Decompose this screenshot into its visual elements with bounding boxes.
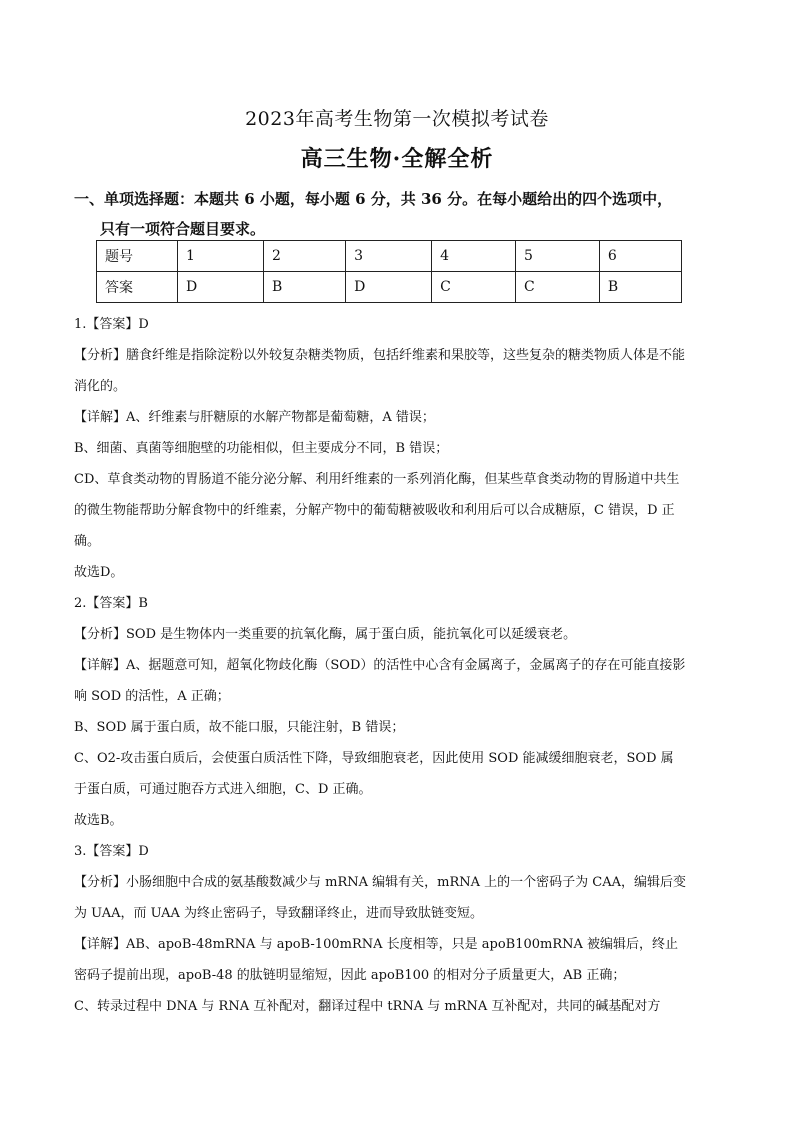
answer-4: C [432, 272, 516, 303]
answer-table-number-row [97, 241, 682, 272]
answer-6: B [599, 272, 681, 303]
q1-detail-cd: CD、草食类动物的胃肠道不能分泌分解、利用纤维素的一系列消化酶，但某些草食类动物的胃肠道中共生的微生物能帮助分解食物中的纤维素，分解产物中的葡萄糖被吸收和利用后可以合成糖原，C 错误，D 正确。 [74, 472, 680, 549]
q2-detail-b: B、SOD 属于蛋白质，故不能口服，只能注射，B 错误； [74, 720, 405, 735]
q2-answer-heading: 2.【答案】B [74, 596, 148, 611]
q2-conclusion: 故选B。 [74, 813, 123, 828]
q2-detail-a: 【详解】A、据题意可知，超氧化物歧化酶（SOD）的活性中心含有金属离子，金属离子的存在可能直接影响 SOD 的活性，A 正确； [74, 658, 686, 704]
section-heading-line1: 一、单项选择题：本题共 6 小题，每小题 6 分，共 36 分。在每小题给出的四个选项中， [74, 190, 673, 208]
answer-table [96, 240, 682, 303]
q1-answer-heading: 1.【答案】D [74, 317, 149, 332]
section-heading-line2: 只有一项符合题目要求。 [100, 220, 266, 238]
question-number-3: 3 [346, 241, 432, 272]
number-row-label: 题号 [97, 241, 178, 272]
exam-subtitle: 高三生物·全解全析 [300, 146, 494, 172]
q2-detail-c: C、O2-攻击蛋白质后，会使蛋白质活性下降，导致细胞衰老，因此使用 SOD 能减缓细胞衰老，SOD 属于蛋白质，可通过胞吞方式进入细胞，C、D 正确。 [74, 751, 674, 797]
question-number-6: 6 [599, 241, 681, 272]
q1-detail-b: B、细菌、真菌等细胞壁的功能相似，但主要成分不同，B 错误； [74, 441, 449, 456]
section-heading [74, 184, 734, 244]
answer-row-label: 答案 [97, 272, 178, 303]
q1-detail-a: 【详解】A、纤维素与肝糖原的水解产物都是葡萄糖，A 错误； [74, 410, 435, 425]
exam-title: 2023年高考生物第一次模拟考试卷 [245, 108, 549, 130]
q1-conclusion: 故选D。 [74, 565, 124, 580]
question-number-1: 1 [178, 241, 264, 272]
q2-analysis: 【分析】SOD 是生物体内一类重要的抗氧化酶，属于蛋白质，能抗氧化可以延缓衰老。 [74, 627, 577, 642]
q3-detail-c: C、转录过程中 DNA 与 RNA 互补配对，翻译过程中 tRNA 与 mRNA 互补配对，共同的碱基配对方 [74, 999, 661, 1014]
question-number-5: 5 [516, 241, 600, 272]
answer-table-answer-row [97, 272, 682, 303]
question-number-4: 4 [432, 241, 516, 272]
explanation-body [74, 309, 686, 1022]
q3-detail-ab: 【详解】AB、apoB-48mRNA 与 apoB-100mRNA 长度相等，只是 apoB100mRNA 被编辑后，终止密码子提前出现，apoB-48 的肽链明显缩短，因此 apoB100 的相对分子质量更大，AB 正确； [74, 937, 679, 983]
q3-answer-heading: 3.【答案】D [74, 844, 149, 859]
q1-analysis: 【分析】膳食纤维是指除淀粉以外较复杂糖类物质，包括纤维素和果胶等，这些复杂的糖类物质人体是不能消化的。 [74, 348, 686, 394]
answer-2: B [264, 272, 346, 303]
answer-3: D [346, 272, 432, 303]
answer-1: D [178, 272, 264, 303]
q3-analysis: 【分析】小肠细胞中合成的氨基酸数减少与 mRNA 编辑有关，mRNA 上的一个密码子为 CAA，编辑后变为 UAA，而 UAA 为终止密码子，导致翻译终止，进而导致肽链变短。 [74, 875, 687, 921]
answer-5: C [516, 272, 600, 303]
question-number-2: 2 [264, 241, 346, 272]
